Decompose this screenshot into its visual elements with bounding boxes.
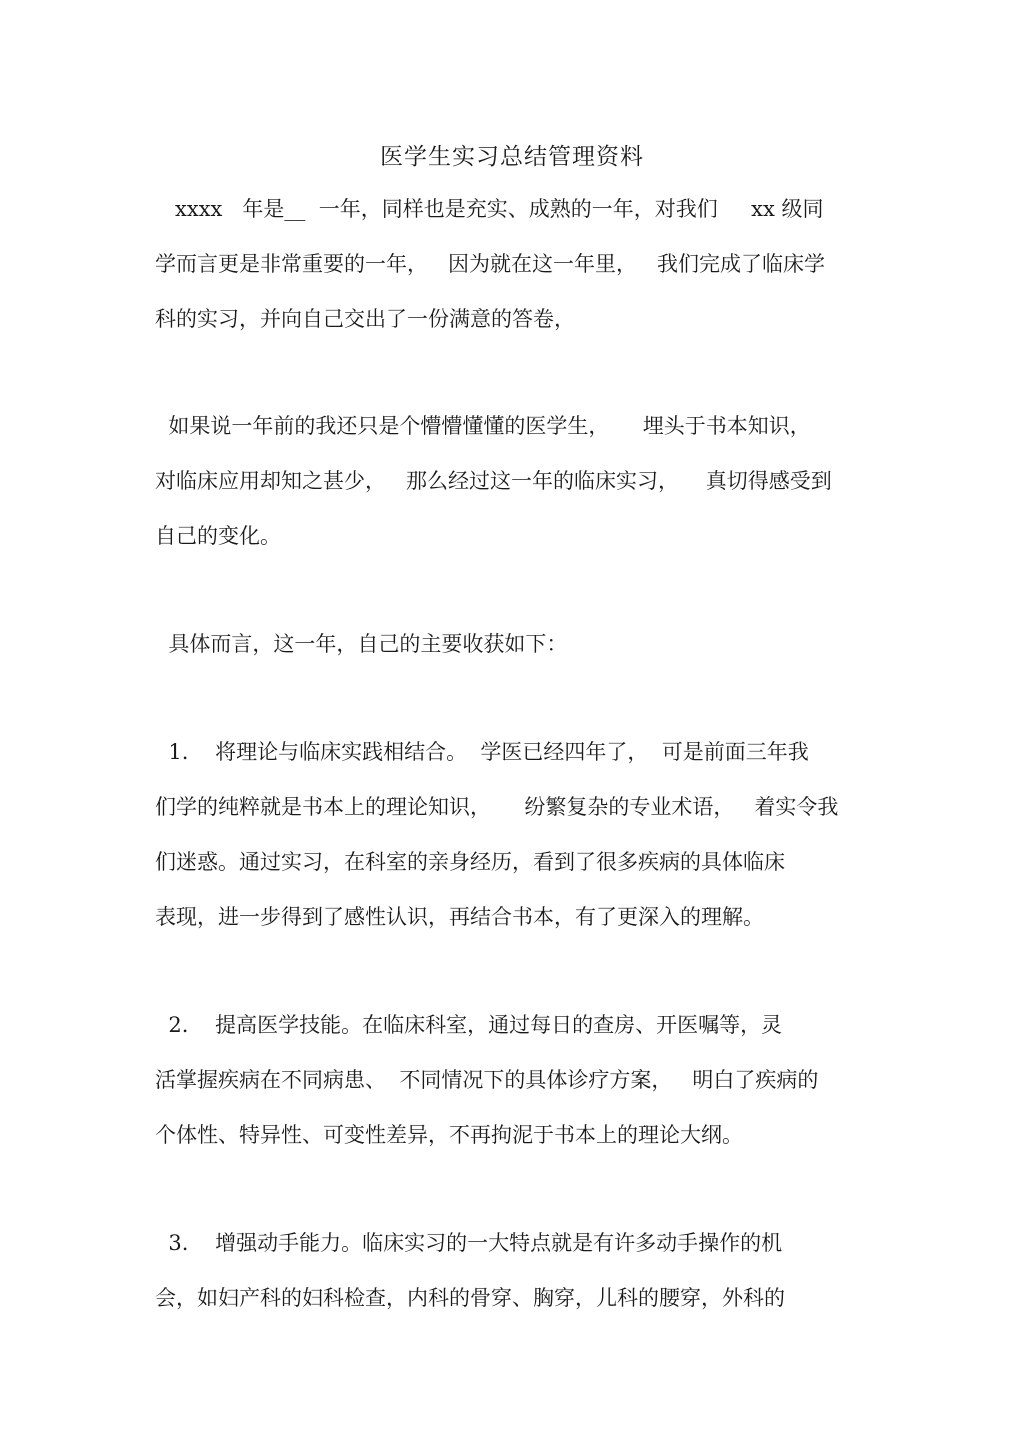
body-text-line: 会，如妇产科的妇科检查，内科的骨穿、胸穿，儿科的腰穿，外科的 (155, 1286, 785, 1310)
body-text-line: 表现，进一步得到了感性认识，再结合书本，有了更深入的理解。 (155, 905, 764, 929)
body-text-line: 3. 增强动手能力。临床实习的一大特点就是有许多动手操作的机 (155, 1231, 783, 1255)
body-text-line: xxxx 年是__ 一年，同样也是充实、成熟的一年，对我们 xx 级同 (155, 197, 824, 221)
body-text-line: 2. 提高医学技能。在临床科室，通过每日的查房、开医嘱等，灵 (155, 1013, 783, 1037)
body-text-line: 具体而言，这一年，自己的主要收获如下： (155, 632, 568, 656)
document-title: 医学生实习总结管理资料 (380, 144, 644, 170)
body-text-line: 个体性、特异性、可变性差异，不再拘泥于书本上的理论大纲。 (155, 1123, 743, 1147)
body-text-line: 对临床应用却知之甚少， 那么经过这一年的临床实习， 真切得感受到 (155, 469, 832, 493)
body-text-line: 活掌握疾病在不同病患、 不同情况下的具体诊疗方案， 明白了疾病的 (155, 1068, 819, 1092)
body-text-line: 学而言更是非常重要的一年， 因为就在这一年里， 我们完成了临床学 (155, 252, 826, 276)
body-text-line: 们学的纯粹就是书本上的理论知识， 纷繁复杂的专业术语， 着实令我 (155, 795, 839, 819)
body-text-line: 们迷惑。通过实习，在科室的亲身经历，看到了很多疾病的具体临床 (155, 850, 785, 874)
body-text-line: 如果说一年前的我还只是个懵懵懂懂的医学生， 埋头于书本知识， (155, 414, 811, 438)
body-text-line: 1. 将理论与临床实践相结合。 学医已经四年了， 可是前面三年我 (155, 740, 809, 764)
body-text-line: 自己的变化。 (155, 524, 281, 548)
body-text-line: 科的实习，并向自己交出了一份满意的答卷， (155, 307, 575, 331)
